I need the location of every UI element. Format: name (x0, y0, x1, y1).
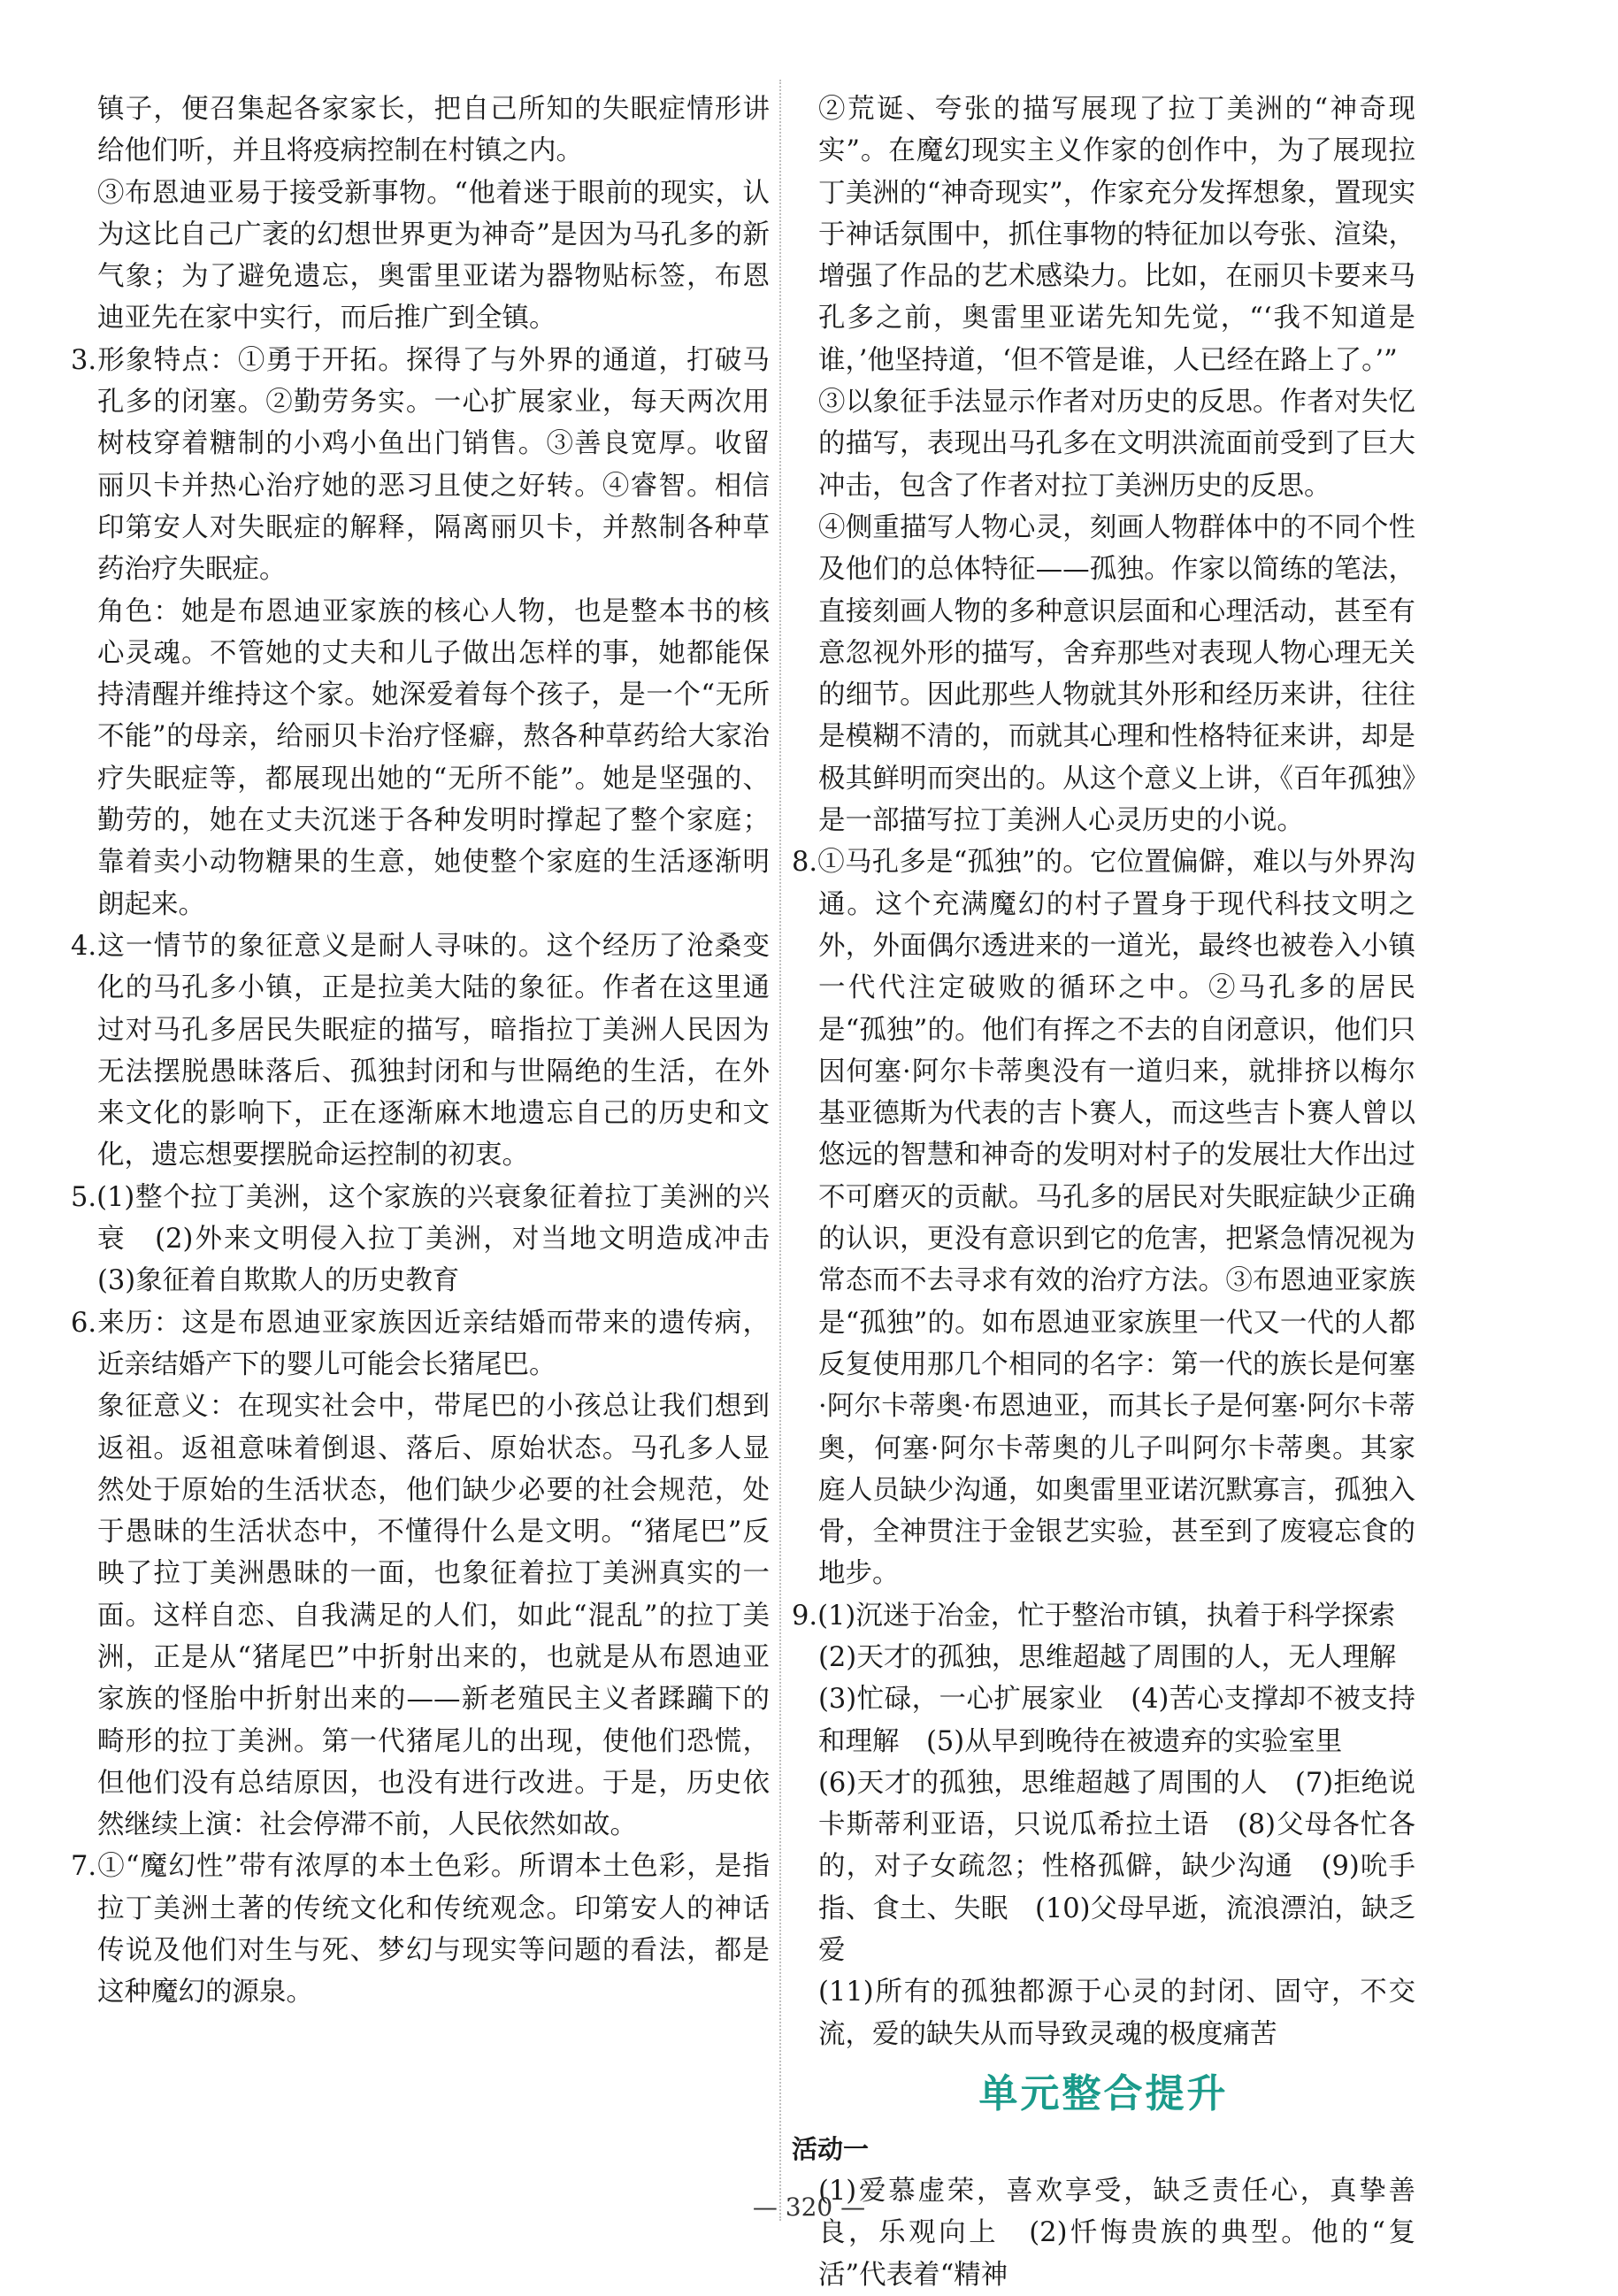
paragraph: (11)所有的孤独都源于心灵的封闭、固守，不交流，爱的缺失从而导致灵魂的极度痛苦 (818, 1977, 1415, 2050)
paragraph: (2)天才的孤独，思维超越了周围的人，无人理解 (818, 1641, 1397, 1673)
right-column (792, 88, 1415, 2296)
column-divider (779, 80, 781, 2221)
paragraph: 7.①“魔幻性”带有浓厚的本土色彩。所谓本土色彩，是指拉丁美洲土著的传统文化和传统观念。印第安人的神话传说及他们对生与死、梦幻与现实等问题的看法，都是这种魔幻的源泉。 (71, 1851, 770, 2008)
activity-label: 活动一 (792, 2133, 870, 2164)
paragraph: 8.①马孔多是“孤独”的。它位置偏僻，难以与外界沟通。这个充满魔幻的村子置身于现代科技文明之外，外面偶尔透进来的一道光，最终也被卷入小镇一代代注定破败的循环之中。②马孔多的居民是“孤独”的。他们有挥之不去的自闭意识，他们只因何塞·阿尔卡蒂奥没有一道归来，就排挤以梅尔基亚德斯为代表的吉卜赛人，而这些吉卜赛人曾以悠远的智慧和神奇的发明对村子的发展壮大作出过不可磨灭的贡献。马孔多的居民对失眠症缺少正确的认识，更没有意识到它的危害，把紧急情况视为常态而不去寻求有效的治疗方法。③布恩迪亚家族是“孤独”的。如布恩迪亚家族里一代又一代的人都反复使用那几个相同的名字：第一代的族长是何塞·阿尔卡蒂奥·布恩迪亚，而其长子是何塞·阿尔卡蒂奥，何塞·阿尔卡蒂奥的儿子叫阿尔卡蒂奥。其家庭人员缺少沟通，如奥雷里亚诺沉默寡言，孤独入骨，全神贯注于金银艺实验，甚至到了废寝忘食的地步。 (792, 847, 1415, 1590)
paragraph: 4.这一情节的象征意义是耐人寻味的。这个经历了沧桑变化的马孔多小镇，正是拉美大陆的象征。作者在这里通过对马孔多居民失眠症的描写，暗指拉丁美洲人民因为无法摆脱愚昧落后、孤独封闭和与世隔绝的生活，在外来文化的影响下，正在逐渐麻木地遗忘自己的历史和文化，遗忘想要摆脱命运控制的初衷。 (71, 930, 770, 1171)
paragraph: (3)忙碌，一心扩展家业 (4)苦心支撑却不被支持和理解 (5)从早到晚待在被遗弃的实验室里 (818, 1684, 1415, 1757)
paragraph: 6.来历：这是布恩迪亚家族因近亲结婚而带来的遗传病，近亲结婚产下的婴儿可能会长猪尾巴。 (71, 1307, 770, 1380)
section-title: 单元整合提升 (978, 2070, 1229, 2116)
paragraph: 5.(1)整个拉丁美洲，这个家族的兴衰象征着拉丁美洲的兴衰 (2)外来文明侵入拉丁美洲，对当地文明造成冲击 (3)象征着自欺欺人的历史教育 (71, 1181, 797, 1297)
left-column (71, 88, 797, 2014)
paragraph: 镇子，便召集起各家家长，把自己所知的失眠症情形讲给他们听，并且将疫病控制在村镇之内。 (97, 94, 770, 167)
paragraph: ④侧重描写人物心灵，刻画人物群体中的不同个性及他们的总体特征——孤独。作家以简练的笔法，直接刻画人物的多种意识层面和心理活动，甚至有意忽视外形的描写，舍弃那些对表现人物心理无关的细节。因此那些人物就其外形和经历来讲，往往是模糊不清的，而就其心理和性格特征来讲，却是极其鲜明而突出的。从这个意义上讲，《百年孤独》是一部描写拉丁美洲人心灵历史的小说。 (818, 511, 1415, 837)
paragraph: 角色：她是布恩迪亚家族的核心人物，也是整本书的核心灵魂。不管她的丈夫和儿子做出怎样的事，她都能保持清醒并维持这个家。她深爱着每个孩子，是一个“无所不能”的母亲，给丽贝卡治疗怪癖，熬各种草药给大家治疗失眠症等，都展现出她的“无所不能”。她是坚强的、勤劳的，她在丈夫沉迷于各种发明时撑起了整个家庭；靠着卖小动物糖果的生意，她使整个家庭的生活逐渐明朗起来。 (97, 595, 770, 920)
activity-text: (1)爱慕虚荣，喜欢享受，缺乏责任心，真挚善良，乐观向上 (2)忏悔贵族的典型。他的“复活”代表着“精神 (818, 2175, 1415, 2291)
paragraph: ③以象征手法显示作者对历史的反思。作者对失忆的描写，表现出马孔多在文明洪流面前受到了巨大冲击，包含了作者对拉丁美洲历史的反思。 (818, 387, 1415, 502)
paragraph: ③布恩迪亚易于接受新事物。“他着迷于眼前的现实，认为这比自己广袤的幻想世界更为神奇”是因为马孔多的新气象；为了避免遗忘，奥雷里亚诺为器物贴标签，布恩迪亚先在家中实行，而后推广到全镇。 (97, 177, 770, 334)
paragraph: (6)天才的孤独，思维超越了周围的人 (7)拒绝说卡斯蒂利亚语，只说瓜希拉土语 (8)父母各忙各的，对子女疏忽；性格孤僻，缺少沟通 (9)吮手指、食土、失眠 (10)父母早逝，流浪漂泊，缺乏爱 (818, 1767, 1415, 1967)
right-column-paragraphs (792, 88, 1415, 2055)
paragraph: 9.(1)沉迷于冶金，忙于整治市镇，执着于科学探索 (792, 1600, 1396, 1632)
paragraph: ②荒诞、夸张的描写展现了拉丁美洲的“神奇现实”。在魔幻现实主义作家的创作中，为了展现拉丁美洲的“神奇现实”，作家充分发挥想象，置现实于神话氛围中，抓住事物的特征加以夸张、渲染，增强了作品的艺术感染力。比如，在丽贝卡要来马孔多之前，奥雷里亚诺先知先觉，“‘我不知道是谁，’他坚持道，‘但不管是谁，人已经在路上了。’” (818, 94, 1415, 376)
paragraph: 象征意义：在现实社会中，带尾巴的小孩总让我们想到返祖。返祖意味着倒退、落后、原始状态。马孔多人显然处于原始的生活状态，他们缺少必要的社会规范，处于愚昧的生活状态中，不懂得什么是文明。“猪尾巴”反映了拉丁美洲愚昧的一面，也象征着拉丁美洲真实的一面。这样自恋、自我满足的人们，如此“混乱”的拉丁美洲，正是从“猪尾巴”中折射出来的，也就是从布恩迪亚家族的怪胎中折射出来的——新老殖民主义者蹂躏下的畸形的拉丁美洲。第一代猪尾儿的出现，使他们恐慌，但他们没有总结原因，也没有进行改进。于是，历史依然继续上演：社会停滞不前，人民依然如故。 (97, 1391, 770, 1841)
paragraph: 3.形象特点：①勇于开拓。探得了与外界的通道，打破马孔多的闭塞。②勤劳务实。一心扩展家业，每天两次用树枝穿着糖制的小鸡小鱼出门销售。③善良宽厚。收留丽贝卡并热心治疗她的恶习且使之好转。④睿智。相信印第安人对失眠症的解释，隔离丽贝卡，并熬制各种草药治疗失眠症。 (71, 344, 770, 586)
page-number: — 320 — (752, 2192, 866, 2222)
